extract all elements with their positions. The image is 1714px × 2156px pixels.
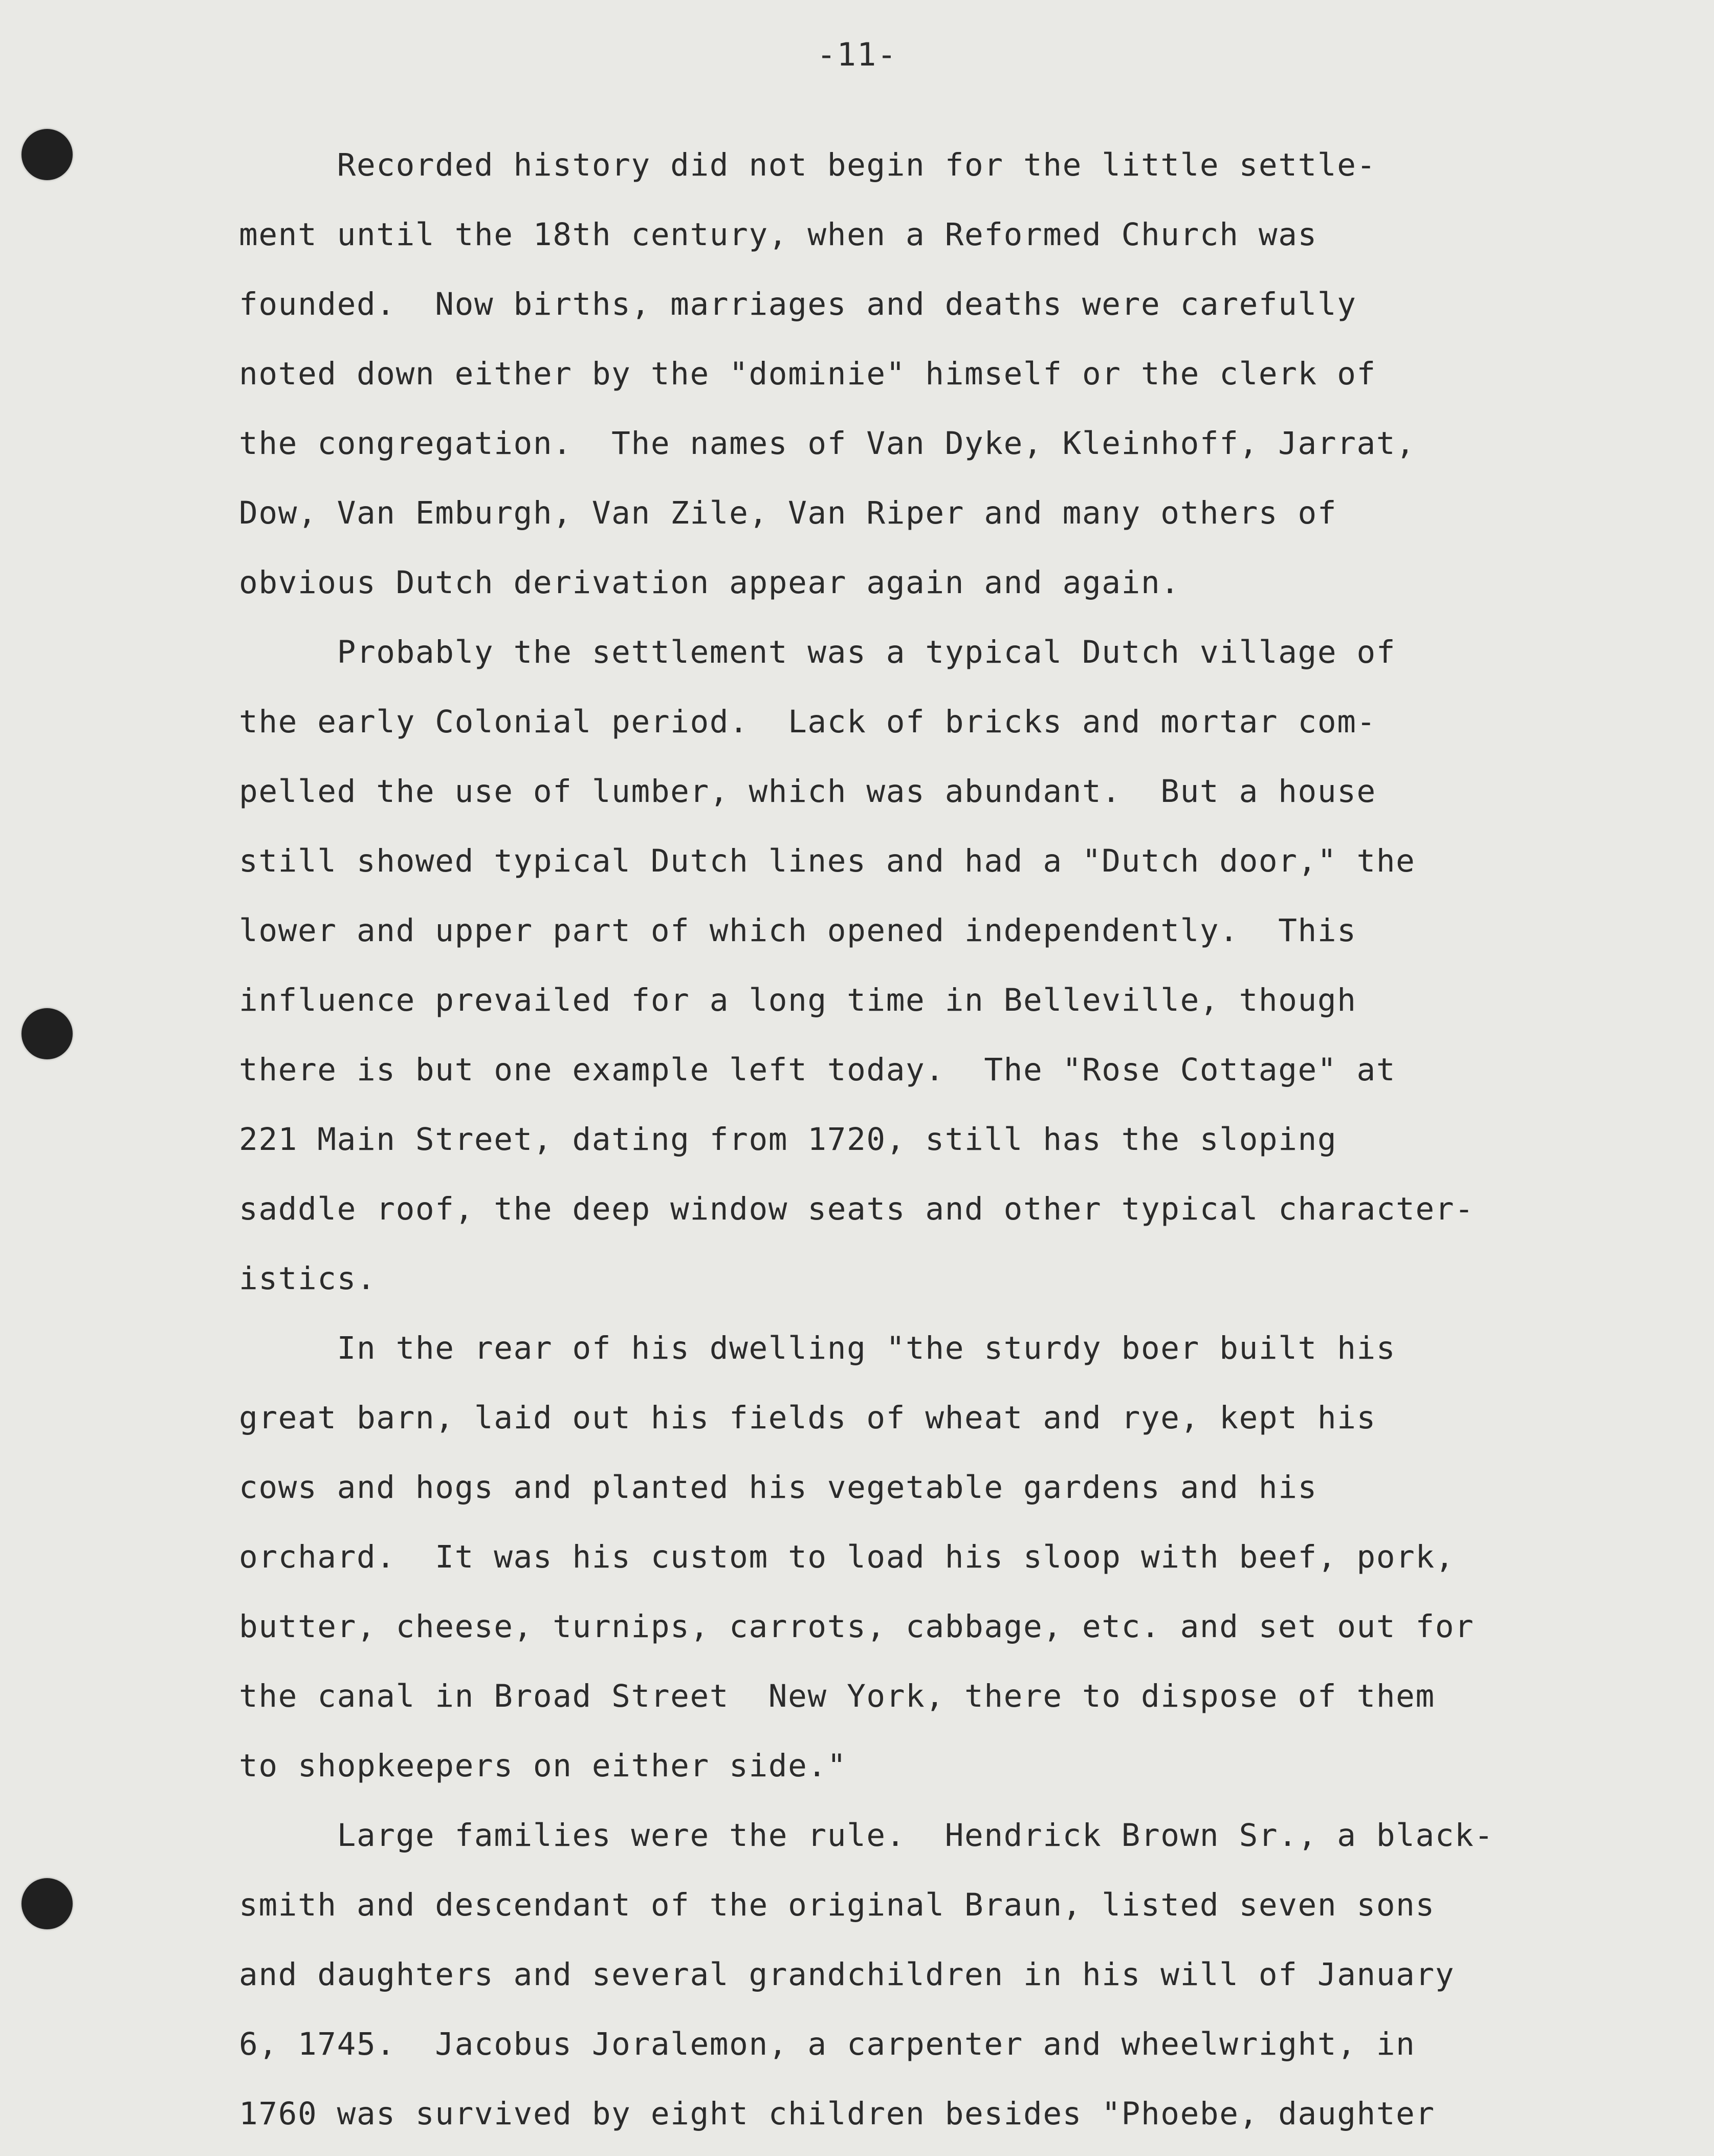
text-line: obvious Dutch derivation appear again and again. (239, 564, 1180, 601)
text-line: pelled the use of lumber, which was abundant. But a house (239, 773, 1376, 810)
text-line: Dow, Van Emburgh, Van Zile, Van Riper and many others of (239, 495, 1337, 531)
text-line: to shopkeepers on either side." (239, 1748, 847, 1784)
text-line: Probably the settlement was a typical Dutch village of (239, 634, 1396, 670)
page-number: -11- (817, 36, 897, 73)
text-line: orchard. It was his custom to load his sloop with beef, pork, (239, 1539, 1455, 1575)
punch-hole-bottom (21, 1878, 73, 1929)
text-line: founded. Now births, marriages and deaths were carefully (239, 286, 1357, 322)
text-line: there is but one example left today. The "Rose Cottage" at (239, 1052, 1396, 1088)
text-line: lower and upper part of which opened independently. This (239, 912, 1357, 949)
text-line: the canal in Broad Street New York, there to dispose of them (239, 1678, 1435, 1714)
text-line: smith and descendant of the original Braun, listed seven sons (239, 1887, 1435, 1923)
text-line: cows and hogs and planted his vegetable gardens and his (239, 1469, 1317, 1506)
text-line: istics. (239, 1260, 377, 1297)
text-line: the congregation. The names of Van Dyke, Kleinhoff, Jarrat, (239, 425, 1416, 462)
text-line: ment until the 18th century, when a Reformed Church was (239, 216, 1317, 253)
text-line: still showed typical Dutch lines and had a "Dutch door," the (239, 843, 1416, 879)
text-line: the early Colonial period. Lack of bricks and mortar com- (239, 704, 1376, 740)
text-line: 6, 1745. Jacobus Joralemon, a carpenter and wheelwright, in (239, 2026, 1416, 2062)
punch-hole-top (21, 129, 73, 180)
text-line: noted down either by the "dominie" himself or the clerk of (239, 356, 1376, 392)
text-line: great barn, laid out his fields of wheat and rye, kept his (239, 1400, 1376, 1436)
text-line: 1760 was survived by eight children besides "Phoebe, daughter (239, 2096, 1435, 2132)
text-line: saddle roof, the deep window seats and other typical character- (239, 1191, 1475, 1227)
text-line: butter, cheese, turnips, carrots, cabbage, etc. and set out for (239, 1608, 1475, 1645)
text-line: Large families were the rule. Hendrick Brown Sr., a black- (239, 1817, 1494, 1854)
text-line: Recorded history did not begin for the little settle- (239, 147, 1376, 183)
text-line: In the rear of his dwelling "the sturdy boer built his (239, 1330, 1396, 1366)
text-line: 221 Main Street, dating from 1720, still has the sloping (239, 1121, 1337, 1158)
document-body (239, 130, 1595, 2149)
text-line: and daughters and several grandchildren in his will of January (239, 1956, 1455, 1993)
text-line: influence prevailed for a long time in Belleville, though (239, 982, 1357, 1018)
punch-hole-middle (21, 1008, 73, 1059)
